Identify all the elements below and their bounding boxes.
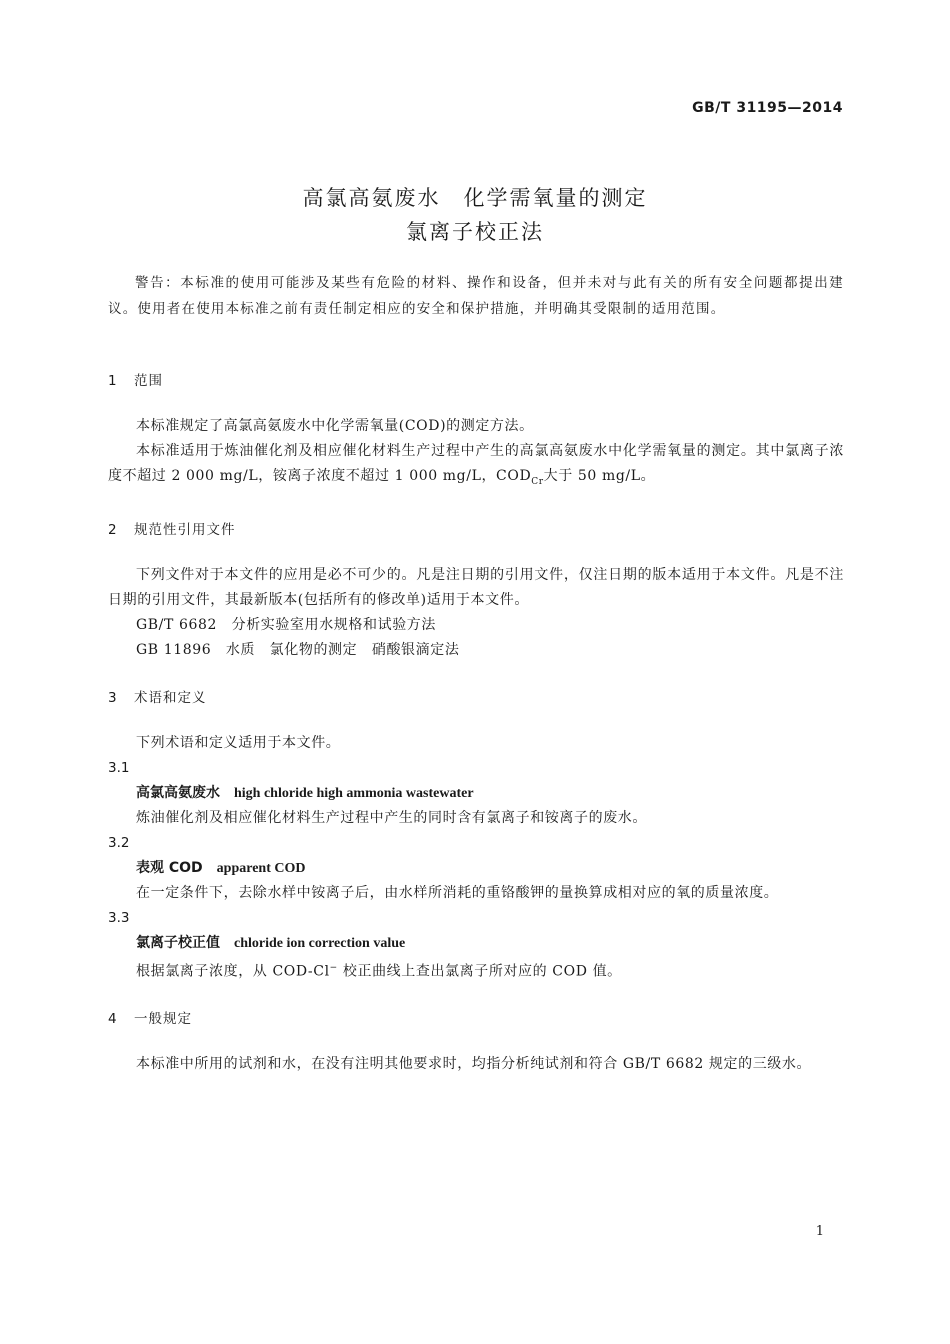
document-body <box>108 270 844 1077</box>
section-title: 范围 <box>134 373 163 389</box>
section-number: 1 <box>108 373 118 389</box>
section-title: 规范性引用文件 <box>134 521 236 538</box>
section-number: 4 <box>108 1011 118 1028</box>
document-title-line1: 高氯高氨废水 化学需氧量的测定 <box>302 186 648 210</box>
section-title: 一般规定 <box>134 1011 192 1028</box>
section-heading-terms <box>108 685 844 711</box>
term-name: 表观 COD apparent COD <box>136 859 306 876</box>
scope-paragraph-2: 本标准适用于炼油催化剂及相应催化材料生产过程中产生的高氯高氨废水中化学需氧量的测定。其中氯离子浓度不超过 2 000 mg/L，铵离子浓度不超过 1 000 mg/L，$COD_{Cr}$大于 50 mg/L。 <box>108 443 844 487</box>
page-number: 1 <box>815 1224 824 1239</box>
references-paragraph: 下列文件对于本文件的应用是必不可少的。凡是注日期的引用文件，仅注日期的版本适用于本文件。凡是不注日期的引用文件，其最新版本(包括所有的修改单)适用于本文件。 <box>108 566 844 608</box>
section-heading-general-provisions <box>108 1006 844 1032</box>
term-definition: 炼油催化剂及相应催化材料生产过程中产生的同时含有氯离子和铵离子的废水。 <box>136 809 647 826</box>
section-heading-normative-references <box>108 517 844 543</box>
term-number: 3.1 <box>108 759 130 776</box>
general-paragraph: 本标准中所用的试剂和水，在没有注明其他要求时，均指分析纯试剂和符合 GB/T 6682 规定的三级水。 <box>136 1056 812 1073</box>
warning-paragraph: 警告：本标准的使用可能涉及某些有危险的材料、操作和设备，但并未对与此有关的所有安全问题都提出建议。使用者在使用本标准之前有责任制定相应的安全和保护措施，并明确其受限制的适用范围。 <box>108 275 844 317</box>
section-heading-scope <box>108 368 844 394</box>
document-title-line2: 氯离子校正法 <box>406 220 544 244</box>
term-name: 高氯高氨废水 high chloride high ammonia wastewater <box>136 784 474 801</box>
section-number: 2 <box>108 521 118 538</box>
term-definition: 在一定条件下，去除水样中铵离子后，由水样所消耗的重铬酸钾的量换算成相对应的氧的质量浓度。 <box>136 884 779 901</box>
reference-item: GB/T 6682 分析实验室用水规格和试验方法 <box>136 616 437 633</box>
term-number: 3.2 <box>108 834 130 851</box>
scope-paragraph-1: 本标准规定了高氯高氨废水中化学需氧量(COD)的测定方法。 <box>136 418 534 434</box>
term-number: 3.3 <box>108 909 130 926</box>
standard-code: GB/T 31195—2014 <box>692 100 843 116</box>
reference-item: GB 11896 水质 氯化物的测定 硝酸银滴定法 <box>136 641 460 658</box>
section-number: 3 <box>108 689 118 706</box>
term-definition: 根据氯离子浓度，从 COD-Cl− 校正曲线上查出氯离子所对应的 COD 值。 <box>136 962 622 980</box>
term-name: 氯离子校正值 chloride ion correction value <box>136 934 406 951</box>
terms-intro: 下列术语和定义适用于本文件。 <box>136 734 341 751</box>
section-title: 术语和定义 <box>134 689 207 706</box>
